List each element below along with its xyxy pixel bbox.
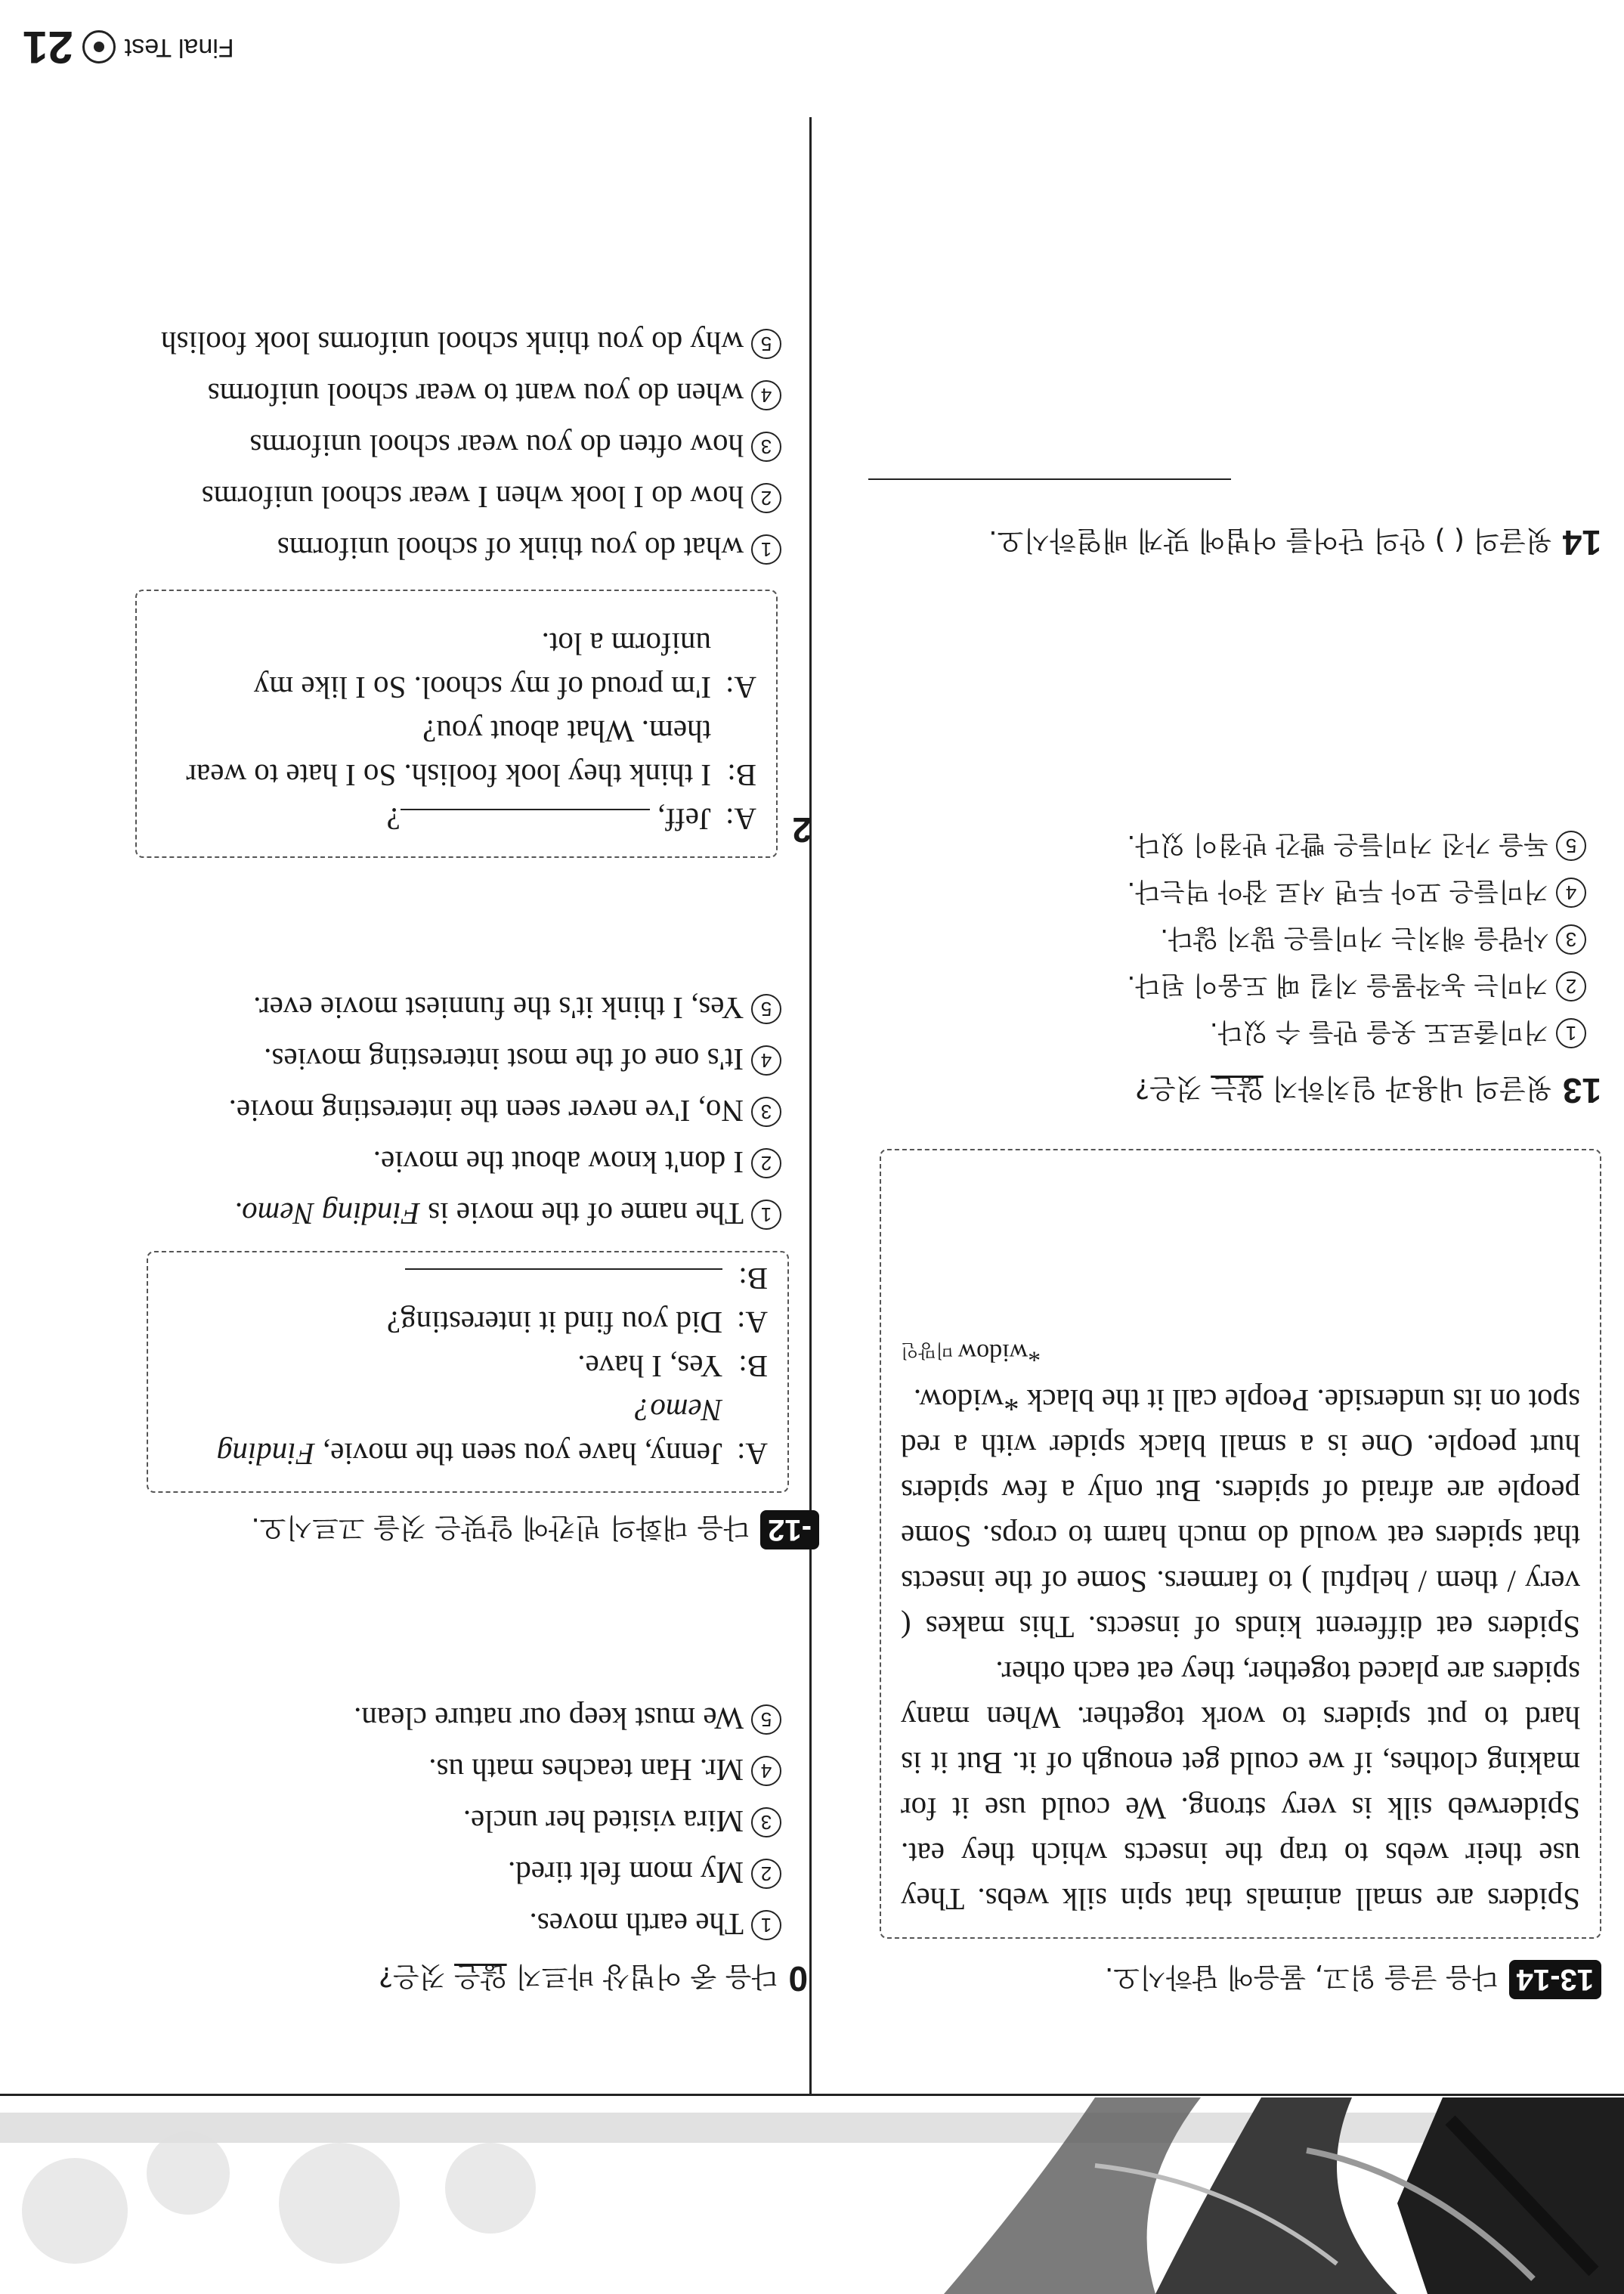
left-column xyxy=(831,0,1601,2294)
passage-paragraph-2: Spiders eat different kinds of insects. This makes ( very / them / helpful ) to farmers. Some of the insects that spiders eat would do much harm to crops. Some people are afraid of spiders. But only a few spiders hurt people. One is a small black spider with a red spot on its underside. People call it the black *widow. xyxy=(901,1383,1580,1645)
option-3[interactable]: 3 Mira visited her uncle. xyxy=(63,1800,781,1844)
reading-passage xyxy=(880,1149,1601,1939)
dialogue-line: A: Jeff, ? xyxy=(156,797,756,841)
question-range-tag: 13-14 xyxy=(1509,1960,1601,1999)
target-icon xyxy=(82,31,116,64)
answer-line[interactable] xyxy=(868,478,1231,480)
option-3[interactable]: 3 사람을 해치는 거미들은 많지 않다. xyxy=(906,915,1586,961)
option-3[interactable]: 3 how often do you wear school uniforms xyxy=(139,424,781,468)
question-14-header xyxy=(988,522,1601,563)
question-number: 0 xyxy=(788,1959,808,1998)
option-5[interactable]: 5 We must keep our nature clean. xyxy=(63,1697,781,1741)
option-5[interactable]: 5 독을 가진 거미들은 빨간 반점이 있다. xyxy=(906,822,1586,867)
question-11-options xyxy=(63,979,781,1236)
question-12-options xyxy=(139,314,781,571)
option-2[interactable]: 2 I don't know about the movie. xyxy=(63,1141,781,1184)
question-13-options xyxy=(906,820,1586,1054)
question-number: 13 xyxy=(1562,1071,1601,1110)
option-4[interactable]: 4 거미들은 모아 두면 서로 잡아 먹는다. xyxy=(906,868,1586,914)
question-prompt: 윗글의 내용과 일치하지 않는 것은? xyxy=(1135,1073,1552,1104)
option-3[interactable]: 3 No, I've never seen the interesting movie. xyxy=(63,1089,781,1133)
option-1[interactable]: 1 The name of the movie is Finding Nemo. xyxy=(63,1192,781,1236)
option-2[interactable]: 2 My mom felt tired. xyxy=(63,1851,781,1895)
option-2[interactable]: 2 how do I look when I wear school uniforms xyxy=(139,475,781,519)
question-12-header xyxy=(792,810,812,850)
page-footer xyxy=(23,21,234,73)
passage-paragraph-1: Spiders are small animals that spin silk webs. They use their webs to trap the insects which they eat. Spiderweb silk is very strong. We could use it for making clothes, if we could get enough of it. But it is hard to put spiders to work together. When many spiders are placed together, they eat each other. xyxy=(901,1655,1580,1917)
question-13-header xyxy=(1135,1070,1601,1111)
option-1[interactable]: 1 what do you think of school uniforms xyxy=(139,527,781,571)
page-number: 21 xyxy=(23,22,73,73)
dialogue-box-11 xyxy=(147,1251,789,1493)
question-prompt: 윗글의 ( ) 안의 단어를 어법에 맞게 배열하시오. xyxy=(988,525,1552,556)
dialogue-line: B: xyxy=(168,1257,768,1301)
option-1[interactable]: 1 거미줄로도 옷을 만들 수 있다. xyxy=(906,1009,1586,1054)
dialogue-line: A: Did you find it interesting? xyxy=(386,1305,768,1340)
dialogue-line: A: Jenny, have you seen the movie, Finding Nemo? xyxy=(216,1393,768,1472)
question-range-tag: -12 xyxy=(760,1510,819,1549)
question-prompt: 다음 중 어법상 바르지 않은 것은? xyxy=(378,1961,778,1992)
question-10-header xyxy=(379,1958,808,1999)
answer-blank[interactable] xyxy=(401,809,650,841)
footnote-term: *widow xyxy=(957,1339,1041,1367)
dialogue-line: B: I think they look foolish. So I hate to wear them. What about you? xyxy=(186,714,756,793)
question-prompt: 다음 글을 읽고, 물음에 답하시오. xyxy=(1104,1961,1499,1993)
question-13-14-header xyxy=(1105,1960,1601,1999)
option-1[interactable]: 1 The earth moves. xyxy=(63,1902,781,1946)
column-divider xyxy=(809,117,812,2094)
question-prompt: 다음 대화의 빈칸에 알맞은 것을 고르시오. xyxy=(251,1512,750,1543)
question-10-options xyxy=(63,1689,781,1946)
question-number: 2 xyxy=(792,810,812,850)
question-number: 14 xyxy=(1562,523,1601,562)
footer-label: Final Test xyxy=(124,33,234,62)
dialogue-line: B: Yes, I have. xyxy=(577,1349,768,1384)
option-4[interactable]: 4 when do you want to wear school uniforms xyxy=(139,373,781,416)
option-5[interactable]: 5 why do you think school uniforms look foolish xyxy=(139,321,781,365)
question-11-12-header xyxy=(251,1510,819,1549)
option-5[interactable]: 5 Yes, I think it's the funniest movie ever. xyxy=(63,986,781,1030)
option-4[interactable]: 4 Mr. Han teaches math us. xyxy=(63,1748,781,1792)
footnote-meaning: 미망인 xyxy=(901,1340,954,1361)
answer-blank[interactable] xyxy=(405,1268,722,1300)
option-4[interactable]: 4 It's one of the most interesting movies. xyxy=(63,1038,781,1082)
dialogue-box-12 xyxy=(135,590,778,858)
right-column xyxy=(18,0,812,2294)
footnote xyxy=(901,1328,1580,1375)
option-2[interactable]: 2 거미는 농작물을 지킬 때 도움이 된다. xyxy=(906,962,1586,1008)
dialogue-line: A: I'm proud of my school. So I like my uniform a lot. xyxy=(253,627,756,705)
